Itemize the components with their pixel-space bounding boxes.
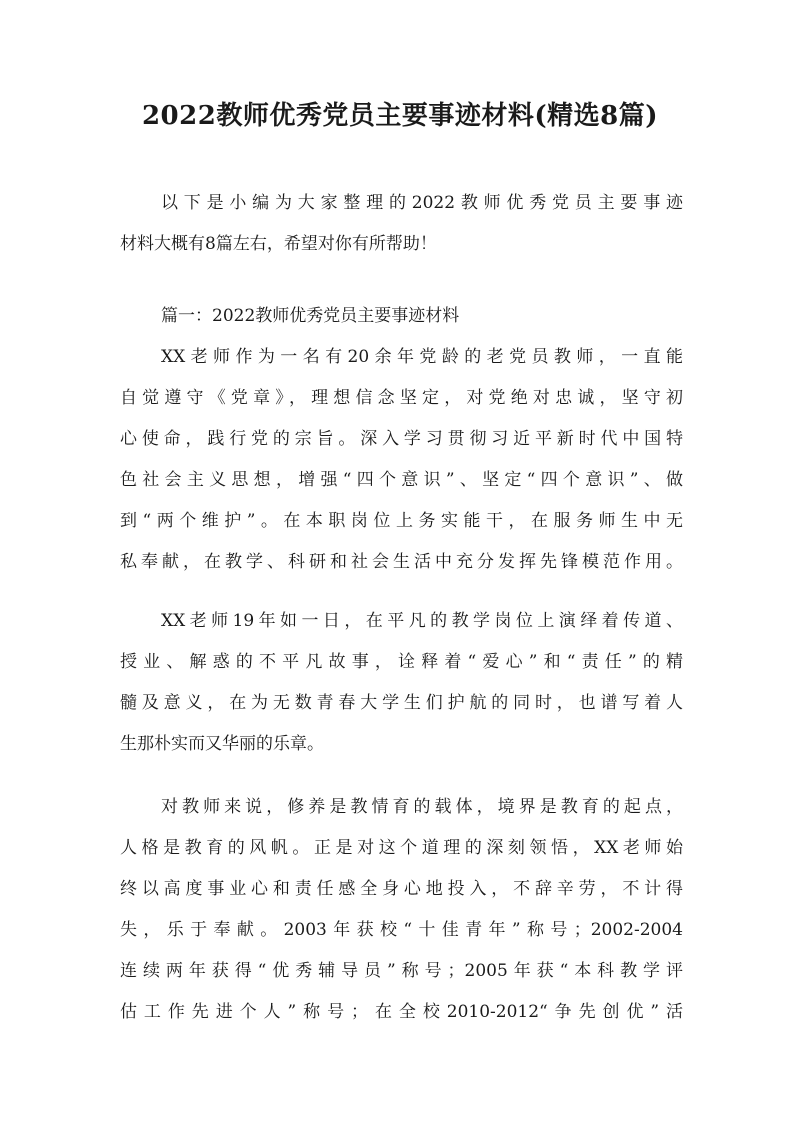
paragraph-3-line-5: 连续两年获得“优秀辅导员”称号；2005年获“本科教学评 (120, 961, 683, 981)
intro-line-2: 材料大概有8篇左右，希望对你有所帮助！ (120, 234, 437, 254)
paragraph-1-line-2: 自觉遵守《党章》，理想信念坚定，对党绝对忠诚，坚守初 (120, 388, 683, 408)
intro-line-1: 以下是小编为大家整理的2022教师优秀党员主要事迹 (161, 193, 683, 213)
paragraph-3-line-3: 终以高度事业心和责任感全身心地投入，不辞辛劳，不计得 (120, 879, 683, 899)
paragraph-3-line-1: 对教师来说，修养是教情育的载体，境界是教育的起点， (161, 797, 683, 817)
paragraph-1-line-4: 色社会主义思想，增强“四个意识”、坚定“四个意识”、做 (120, 470, 683, 490)
section-heading: 篇一：2022教师优秀党员主要事迹材料 (161, 306, 460, 326)
paragraph-1-line-3: 心使命，践行党的宗旨。深入学习贯彻习近平新时代中国特 (120, 429, 683, 449)
paragraph-2-line-1: XX老师19年如一日，在平凡的教学岗位上演绎着传道、 (161, 611, 683, 631)
paragraph-3-line-6: 估工作先进个人”称号；在全校2010-2012“争先创优”活 (120, 1002, 683, 1022)
paragraph-2-line-3: 髓及意义，在为无数青春大学生们护航的同时，也谱写着人 (120, 693, 683, 713)
paragraph-1-line-6: 私奉献，在教学、科研和社会生活中充分发挥先锋模范作用。 (120, 552, 683, 572)
paragraph-2-line-2: 授业、解惑的不平凡故事，诠释着“爱心”和“责任”的精 (120, 652, 683, 672)
paragraph-1-line-5: 到“两个维护”。在本职岗位上务实能干，在服务师生中无 (120, 511, 683, 531)
paragraph-1-line-1: XX老师作为一名有20余年党龄的老党员教师，一直能 (161, 347, 683, 367)
paragraph-2-line-4: 生那朴实而又华丽的乐章。 (120, 734, 324, 754)
document-title: 2022教师优秀党员主要事迹材料(精选8篇) (141, 101, 659, 131)
paragraph-3-line-2: 人格是教育的风帆。正是对这个道理的深刻领悟，XX老师始 (120, 838, 683, 858)
paragraph-3-line-4: 失，乐于奉献。2003年获校“十佳青年”称号；2002-2004 (120, 920, 683, 940)
